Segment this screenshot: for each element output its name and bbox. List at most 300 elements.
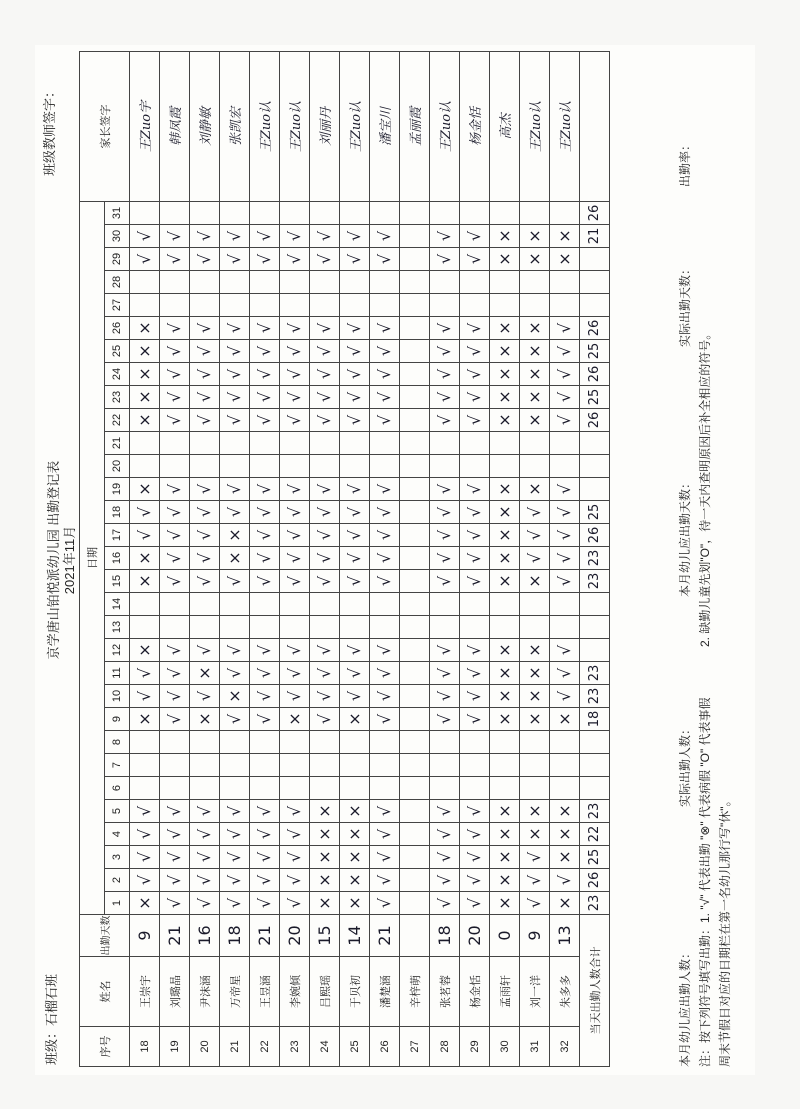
attendance-mark: √ (190, 524, 220, 547)
attendance-mark: × (490, 363, 520, 386)
attendance-mark (400, 547, 430, 570)
day-header: 15 (105, 570, 130, 593)
attendance-mark (220, 593, 250, 616)
attendance-mark: √ (190, 869, 220, 892)
attendance-mark (220, 202, 250, 225)
attendance-mark: × (520, 570, 550, 593)
attendance-mark (430, 432, 460, 455)
attendance-mark: √ (340, 524, 370, 547)
attendance-mark (190, 432, 220, 455)
attendance-mark (400, 432, 430, 455)
col-header-name: 姓名 (80, 957, 130, 1027)
attendance-mark: × (340, 846, 370, 869)
attendance-mark (190, 777, 220, 800)
attendance-mark: √ (340, 685, 370, 708)
attendance-mark: × (130, 317, 160, 340)
attendance-mark: √ (430, 892, 460, 915)
attendance-mark: √ (460, 524, 490, 547)
attendance-mark: √ (250, 800, 280, 823)
attendance-mark: √ (430, 363, 460, 386)
attendance-mark (250, 731, 280, 754)
note-symbols: 注：按下列符号填写出勤：1. "√" 代表出勤 "⊗" 代表病假 "O" 代表事假 (698, 697, 712, 1067)
daily-total: 25 (580, 340, 610, 363)
totals-label: 当天出勤人数合计 (580, 915, 610, 1067)
attendance-mark (160, 754, 190, 777)
attendance-mark (160, 731, 190, 754)
daily-total (580, 593, 610, 616)
attendance-mark: × (550, 708, 580, 731)
attendance-mark: √ (280, 823, 310, 846)
parent-signature: 王Zuo认 (280, 52, 310, 202)
attendance-days: 18 (430, 915, 460, 957)
attendance-table (79, 51, 610, 1067)
attendance-mark (430, 271, 460, 294)
child-name: 辛梓萌 (400, 957, 430, 1027)
attendance-mark (160, 271, 190, 294)
attendance-mark: √ (520, 524, 550, 547)
day-header: 28 (105, 271, 130, 294)
attendance-mark (520, 777, 550, 800)
attendance-mark: √ (370, 570, 400, 593)
table-row (340, 52, 370, 1067)
attendance-mark: × (490, 892, 520, 915)
attendance-mark: √ (130, 800, 160, 823)
attendance-mark: √ (160, 501, 190, 524)
attendance-mark: × (520, 708, 550, 731)
attendance-mark: √ (340, 570, 370, 593)
attendance-mark (250, 432, 280, 455)
daily-total: 26 (580, 869, 610, 892)
attendance-mark: √ (550, 639, 580, 662)
attendance-mark: √ (370, 363, 400, 386)
attendance-mark: √ (190, 547, 220, 570)
attendance-days: 21 (250, 915, 280, 957)
attendance-mark: × (190, 662, 220, 685)
attendance-mark: √ (250, 869, 280, 892)
attendance-mark (280, 731, 310, 754)
attendance-mark: √ (460, 409, 490, 432)
table-row (400, 52, 430, 1067)
attendance-mark: √ (190, 248, 220, 271)
attendance-mark (310, 777, 340, 800)
attendance-mark: × (490, 524, 520, 547)
parent-signature: 王Zuo认 (340, 52, 370, 202)
attendance-mark: √ (460, 363, 490, 386)
attendance-mark: √ (550, 524, 580, 547)
attendance-mark (370, 432, 400, 455)
attendance-mark: √ (460, 685, 490, 708)
attendance-mark: √ (430, 524, 460, 547)
attendance-mark (400, 386, 430, 409)
attendance-mark: √ (250, 524, 280, 547)
table-row (310, 52, 340, 1067)
attendance-mark (280, 616, 310, 639)
attendance-mark (130, 455, 160, 478)
attendance-mark (280, 754, 310, 777)
attendance-mark: √ (340, 662, 370, 685)
parent-signature: 王Zuo认 (250, 52, 280, 202)
day-header: 1 (105, 892, 130, 915)
attendance-mark (430, 777, 460, 800)
attendance-mark: √ (430, 570, 460, 593)
attendance-mark: √ (460, 340, 490, 363)
attendance-mark (340, 754, 370, 777)
row-number: 32 (550, 1027, 580, 1067)
attendance-mark (160, 777, 190, 800)
attendance-mark (160, 593, 190, 616)
attendance-mark: × (190, 708, 220, 731)
parent-signature: 王Zuo认 (430, 52, 460, 202)
attendance-mark: √ (160, 478, 190, 501)
attendance-mark: √ (220, 639, 250, 662)
attendance-mark: √ (280, 846, 310, 869)
attendance-mark (250, 271, 280, 294)
attendance-mark: √ (430, 639, 460, 662)
attendance-mark (220, 777, 250, 800)
attendance-mark (400, 202, 430, 225)
attendance-mark: √ (310, 248, 340, 271)
attendance-mark: √ (550, 317, 580, 340)
sheet-title: 京学唐山铂悦派幼儿园 出勤登记表 (46, 460, 61, 660)
attendance-mark: √ (130, 823, 160, 846)
attendance-mark (400, 846, 430, 869)
expected-count-label: 本月幼儿应出勤人数： (678, 946, 692, 1067)
attendance-mark (250, 616, 280, 639)
attendance-mark: √ (190, 685, 220, 708)
attendance-mark: √ (280, 639, 310, 662)
row-number: 31 (520, 1027, 550, 1067)
attendance-mark (400, 501, 430, 524)
attendance-mark: √ (190, 478, 220, 501)
attendance-mark: √ (190, 386, 220, 409)
attendance-mark: √ (550, 386, 580, 409)
attendance-mark: √ (160, 340, 190, 363)
table-header (80, 52, 130, 1067)
attendance-mark: √ (280, 363, 310, 386)
attendance-mark: √ (460, 662, 490, 685)
attendance-mark: √ (340, 409, 370, 432)
attendance-mark: √ (160, 225, 190, 248)
note-holiday: 周末节假日对应的日期栏在第一名幼儿那行写"休"。 (718, 794, 732, 1067)
child-name: 孟雨轩 (490, 957, 520, 1027)
attendance-mark: × (520, 685, 550, 708)
attendance-mark (190, 455, 220, 478)
attendance-mark: × (490, 708, 520, 731)
attendance-mark: × (550, 248, 580, 271)
attendance-mark: √ (220, 662, 250, 685)
attendance-mark: √ (370, 386, 400, 409)
attendance-mark: √ (250, 639, 280, 662)
attendance-mark: √ (460, 823, 490, 846)
attendance-mark: √ (370, 317, 400, 340)
attendance-mark: √ (190, 800, 220, 823)
attendance-mark (370, 731, 400, 754)
attendance-mark: √ (430, 501, 460, 524)
col-header-parent-signature: 家长签字 (80, 52, 130, 202)
day-header: 30 (105, 225, 130, 248)
day-header: 25 (105, 340, 130, 363)
attendance-mark (430, 616, 460, 639)
attendance-days: 16 (190, 915, 220, 957)
row-number: 30 (490, 1027, 520, 1067)
attendance-mark: √ (340, 547, 370, 570)
attendance-sheet (35, 45, 755, 1075)
attendance-mark: √ (430, 478, 460, 501)
attendance-mark (220, 731, 250, 754)
attendance-mark: √ (430, 846, 460, 869)
daily-total: 23 (580, 892, 610, 915)
attendance-mark (550, 455, 580, 478)
attendance-mark (310, 202, 340, 225)
attendance-mark: × (520, 340, 550, 363)
attendance-mark (220, 754, 250, 777)
attendance-mark (400, 317, 430, 340)
daily-total: 23 (580, 685, 610, 708)
attendance-mark: √ (190, 317, 220, 340)
attendance-mark: √ (160, 869, 190, 892)
attendance-mark: √ (280, 524, 310, 547)
child-name: 吕熙瑶 (310, 957, 340, 1027)
attendance-mark: × (490, 685, 520, 708)
row-number: 20 (190, 1027, 220, 1067)
attendance-mark (400, 639, 430, 662)
attendance-mark: × (520, 800, 550, 823)
attendance-mark (250, 202, 280, 225)
attendance-mark: √ (310, 685, 340, 708)
attendance-mark: × (310, 823, 340, 846)
attendance-mark (550, 271, 580, 294)
attendance-mark: √ (130, 869, 160, 892)
daily-total: 26 (580, 202, 610, 225)
footer-notes (675, 67, 735, 1067)
attendance-mark: √ (280, 317, 310, 340)
table-row (550, 52, 580, 1067)
attendance-mark: √ (550, 478, 580, 501)
attendance-mark: √ (190, 846, 220, 869)
parent-signature: 杨金恬 (460, 52, 490, 202)
daily-total (580, 731, 610, 754)
col-header-date: 日期 (80, 202, 105, 915)
attendance-mark: × (310, 892, 340, 915)
attendance-mark (430, 731, 460, 754)
attendance-mark: × (340, 823, 370, 846)
attendance-mark: √ (310, 708, 340, 731)
attendance-mark (400, 409, 430, 432)
attendance-mark (520, 455, 550, 478)
attendance-mark (190, 294, 220, 317)
attendance-mark: × (220, 547, 250, 570)
day-header: 6 (105, 777, 130, 800)
attendance-mark: √ (220, 317, 250, 340)
parent-signature: 王Zuo宇 (130, 52, 160, 202)
day-header: 3 (105, 846, 130, 869)
attendance-mark: √ (340, 225, 370, 248)
attendance-mark (430, 294, 460, 317)
attendance-mark: √ (280, 501, 310, 524)
attendance-mark (400, 662, 430, 685)
attendance-mark: × (490, 846, 520, 869)
attendance-mark: √ (160, 708, 190, 731)
attendance-mark (400, 731, 430, 754)
attendance-mark (220, 455, 250, 478)
attendance-mark: × (520, 662, 550, 685)
child-name: 杨金恬 (460, 957, 490, 1027)
table-row (520, 52, 550, 1067)
child-name: 王昱涵 (250, 957, 280, 1027)
attendance-mark (400, 340, 430, 363)
attendance-mark: √ (430, 248, 460, 271)
attendance-mark: √ (160, 685, 190, 708)
daily-total (580, 294, 610, 317)
attendance-mark (250, 777, 280, 800)
day-header: 17 (105, 524, 130, 547)
attendance-mark: × (490, 225, 520, 248)
attendance-mark: √ (370, 823, 400, 846)
attendance-mark: √ (250, 409, 280, 432)
table-row (160, 52, 190, 1067)
attendance-mark (400, 225, 430, 248)
day-header: 24 (105, 363, 130, 386)
attendance-mark (220, 294, 250, 317)
col-header-days: 出勤天数 (80, 915, 130, 957)
attendance-mark: × (520, 639, 550, 662)
parent-signature: 刘丽丹 (310, 52, 340, 202)
attendance-mark: √ (370, 409, 400, 432)
attendance-mark: √ (550, 662, 580, 685)
expected-days-label: 本月幼儿应出勤天数： (678, 476, 692, 597)
attendance-mark: √ (220, 570, 250, 593)
attendance-mark: √ (310, 409, 340, 432)
child-name: 张茗蓉 (430, 957, 460, 1027)
attendance-mark (400, 823, 430, 846)
day-header: 4 (105, 823, 130, 846)
attendance-mark: √ (340, 501, 370, 524)
table-row (280, 52, 310, 1067)
attendance-mark: √ (520, 501, 550, 524)
daily-total: 26 (580, 317, 610, 340)
attendance-mark: √ (160, 570, 190, 593)
totals-signature-cell (580, 52, 610, 202)
attendance-mark: × (520, 225, 550, 248)
attendance-mark (190, 202, 220, 225)
daily-total (580, 754, 610, 777)
attendance-mark (490, 271, 520, 294)
attendance-mark: × (550, 823, 580, 846)
day-header: 10 (105, 685, 130, 708)
day-header: 5 (105, 800, 130, 823)
attendance-mark: √ (370, 225, 400, 248)
attendance-mark (490, 455, 520, 478)
attendance-mark: √ (160, 892, 190, 915)
attendance-mark: √ (190, 225, 220, 248)
attendance-mark: √ (130, 501, 160, 524)
attendance-mark (490, 616, 520, 639)
attendance-mark: √ (220, 363, 250, 386)
attendance-mark (310, 754, 340, 777)
attendance-mark (250, 754, 280, 777)
attendance-mark: √ (250, 846, 280, 869)
attendance-mark (460, 777, 490, 800)
attendance-mark: × (340, 708, 370, 731)
attendance-mark (400, 708, 430, 731)
attendance-mark: × (490, 823, 520, 846)
attendance-mark (130, 202, 160, 225)
attendance-mark (520, 202, 550, 225)
attendance-mark (400, 800, 430, 823)
attendance-mark (400, 248, 430, 271)
daily-total: 26 (580, 363, 610, 386)
day-header: 12 (105, 639, 130, 662)
attendance-mark: √ (160, 524, 190, 547)
attendance-mark (280, 593, 310, 616)
attendance-mark: × (490, 340, 520, 363)
attendance-mark (400, 455, 430, 478)
attendance-mark: √ (430, 386, 460, 409)
attendance-mark (130, 294, 160, 317)
attendance-mark: √ (280, 662, 310, 685)
row-number: 28 (430, 1027, 460, 1067)
attendance-mark: √ (250, 708, 280, 731)
attendance-mark (280, 432, 310, 455)
attendance-mark: √ (130, 662, 160, 685)
attendance-mark: √ (130, 225, 160, 248)
day-header: 21 (105, 432, 130, 455)
attendance-mark: × (550, 846, 580, 869)
child-name: 李婉倾 (280, 957, 310, 1027)
attendance-mark (400, 524, 430, 547)
attendance-mark: √ (250, 478, 280, 501)
attendance-mark: √ (430, 869, 460, 892)
attendance-mark: √ (460, 708, 490, 731)
attendance-mark (310, 432, 340, 455)
attendance-mark: × (490, 547, 520, 570)
attendance-mark (250, 593, 280, 616)
attendance-mark (190, 271, 220, 294)
table-row (190, 52, 220, 1067)
attendance-mark (130, 616, 160, 639)
attendance-mark: √ (370, 547, 400, 570)
child-name: 万帝星 (220, 957, 250, 1027)
attendance-days: 21 (160, 915, 190, 957)
child-name: 朱多多 (550, 957, 580, 1027)
attendance-mark: √ (460, 478, 490, 501)
attendance-mark: √ (160, 409, 190, 432)
attendance-mark: √ (160, 800, 190, 823)
daily-total: 21 (580, 225, 610, 248)
attendance-mark: √ (430, 409, 460, 432)
attendance-mark: × (310, 846, 340, 869)
parent-signature: 王Zuo认 (550, 52, 580, 202)
attendance-mark: √ (460, 225, 490, 248)
attendance-mark: √ (370, 685, 400, 708)
attendance-days: 15 (310, 915, 340, 957)
attendance-mark: √ (340, 363, 370, 386)
attendance-mark (220, 432, 250, 455)
attendance-mark: √ (310, 501, 340, 524)
attendance-mark: √ (310, 386, 340, 409)
parent-signature: 高杰 (490, 52, 520, 202)
attendance-mark: √ (520, 547, 550, 570)
attendance-mark: √ (220, 869, 250, 892)
table-row (130, 52, 160, 1067)
attendance-mark (190, 754, 220, 777)
attendance-mark (460, 294, 490, 317)
attendance-mark (460, 202, 490, 225)
table-row (370, 52, 400, 1067)
attendance-mark: × (130, 363, 160, 386)
daily-total (580, 777, 610, 800)
attendance-mark (460, 271, 490, 294)
